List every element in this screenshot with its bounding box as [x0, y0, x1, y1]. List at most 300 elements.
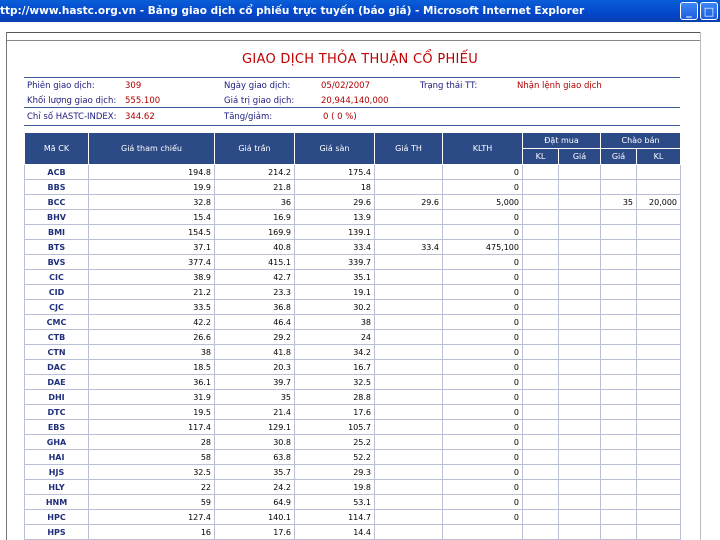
ceiling-price-cell: 63.8: [215, 450, 295, 465]
table-row: [25, 420, 681, 435]
sell-volume-cell: [637, 210, 681, 225]
ref-price-cell: 32.5: [89, 465, 215, 480]
stock-code-cell[interactable]: HPC: [25, 510, 89, 525]
buy-price-cell: [559, 510, 601, 525]
date-label: Ngày giao dịch:: [224, 81, 291, 91]
ref-price-cell: 22: [89, 480, 215, 495]
stock-code-cell[interactable]: BVS: [25, 255, 89, 270]
sell-volume-cell: [637, 270, 681, 285]
sell-price-cell: [601, 270, 637, 285]
ref-price-cell: 31.9: [89, 390, 215, 405]
sell-volume-cell: [637, 360, 681, 375]
buy-volume-cell: [523, 180, 559, 195]
ref-price-cell: 42.2: [89, 315, 215, 330]
sell-price-cell: [601, 450, 637, 465]
matched-volume-cell: 0: [443, 180, 523, 195]
col-buy-kl[interactable]: KL: [523, 149, 559, 165]
stock-code-cell[interactable]: BMI: [25, 225, 89, 240]
info-divider-top: [24, 77, 680, 78]
ceiling-price-cell: 17.6: [215, 525, 295, 540]
col-sell-gia[interactable]: Giá: [601, 149, 637, 165]
maximize-icon[interactable]: □: [700, 2, 718, 20]
matched-price-cell: [375, 300, 443, 315]
matched-price-cell: [375, 420, 443, 435]
ceiling-price-cell: 46.4: [215, 315, 295, 330]
matched-volume-cell: 0: [443, 285, 523, 300]
matched-volume-cell: 0: [443, 495, 523, 510]
stock-code-cell[interactable]: GHA: [25, 435, 89, 450]
matched-volume-cell: 475,100: [443, 240, 523, 255]
floor-price-cell: 16.7: [295, 360, 375, 375]
floor-price-cell: 114.7: [295, 510, 375, 525]
table-row: [25, 225, 681, 240]
stock-code-cell[interactable]: BCC: [25, 195, 89, 210]
buy-volume-cell: [523, 165, 559, 180]
matched-price-cell: [375, 345, 443, 360]
stock-code-cell[interactable]: DAE: [25, 375, 89, 390]
sell-price-cell: [601, 225, 637, 240]
stock-code-cell[interactable]: DAC: [25, 360, 89, 375]
ref-price-cell: 59: [89, 495, 215, 510]
buy-volume-cell: [523, 390, 559, 405]
ref-price-cell: 21.2: [89, 285, 215, 300]
sell-price-cell: [601, 315, 637, 330]
ceiling-price-cell: 36.8: [215, 300, 295, 315]
stock-code-cell[interactable]: EBS: [25, 420, 89, 435]
stock-code-cell[interactable]: HPS: [25, 525, 89, 540]
sell-price-cell: [601, 180, 637, 195]
ceiling-price-cell: 23.3: [215, 285, 295, 300]
floor-price-cell: 35.1: [295, 270, 375, 285]
floor-price-cell: 38: [295, 315, 375, 330]
floor-price-cell: 28.8: [295, 390, 375, 405]
stock-code-cell[interactable]: DHI: [25, 390, 89, 405]
table-row: [25, 510, 681, 525]
buy-volume-cell: [523, 255, 559, 270]
buy-volume-cell: [523, 525, 559, 540]
buy-price-cell: [559, 165, 601, 180]
table-row: [25, 285, 681, 300]
buy-price-cell: [559, 435, 601, 450]
ref-price-cell: 194.8: [89, 165, 215, 180]
buy-price-cell: [559, 420, 601, 435]
col-buy-gia[interactable]: Giá: [559, 149, 601, 165]
stock-code-cell[interactable]: CTN: [25, 345, 89, 360]
buy-volume-cell: [523, 510, 559, 525]
matched-price-cell: [375, 465, 443, 480]
buy-price-cell: [559, 390, 601, 405]
floor-price-cell: 25.2: [295, 435, 375, 450]
stock-code-cell[interactable]: CID: [25, 285, 89, 300]
sell-price-cell: [601, 435, 637, 450]
matched-price-cell: [375, 480, 443, 495]
ref-price-cell: 28: [89, 435, 215, 450]
floor-price-cell: 30.2: [295, 300, 375, 315]
ceiling-price-cell: 129.1: [215, 420, 295, 435]
sell-price-cell: [601, 165, 637, 180]
change-label: Tăng/giảm:: [224, 112, 273, 122]
matched-volume-cell: 0: [443, 345, 523, 360]
ref-price-cell: 154.5: [89, 225, 215, 240]
session-value: 309: [125, 81, 142, 91]
ref-price-cell: 58: [89, 450, 215, 465]
sell-price-cell: [601, 480, 637, 495]
table-row: [25, 375, 681, 390]
buy-volume-cell: [523, 300, 559, 315]
sell-price-cell: [601, 360, 637, 375]
change-info: [224, 112, 357, 122]
buy-price-cell: [559, 405, 601, 420]
matched-volume-cell: 0: [443, 225, 523, 240]
buy-volume-cell: [523, 315, 559, 330]
ref-price-cell: 377.4: [89, 255, 215, 270]
matched-price-cell: [375, 165, 443, 180]
floor-price-cell: 139.1: [295, 225, 375, 240]
matched-volume-cell: 0: [443, 300, 523, 315]
floor-price-cell: 19.8: [295, 480, 375, 495]
frame-border-top: [6, 32, 700, 33]
matched-price-cell: [375, 255, 443, 270]
buy-volume-cell: [523, 225, 559, 240]
buy-price-cell: [559, 315, 601, 330]
col-buy[interactable]: Đặt mua: [523, 133, 601, 149]
ref-price-cell: 36.1: [89, 375, 215, 390]
ceiling-price-cell: 64.9: [215, 495, 295, 510]
matched-volume-cell: [443, 525, 523, 540]
ref-price-cell: 15.4: [89, 210, 215, 225]
matched-price-cell: [375, 495, 443, 510]
sell-volume-cell: [637, 480, 681, 495]
value-label: Giá trị giao dịch:: [224, 96, 295, 106]
session-info: [27, 81, 142, 91]
sell-price-cell: [601, 495, 637, 510]
matched-volume-cell: 0: [443, 510, 523, 525]
floor-price-cell: 29.6: [295, 195, 375, 210]
matched-price-cell: [375, 315, 443, 330]
floor-price-cell: 175.4: [295, 165, 375, 180]
ref-price-cell: 38: [89, 345, 215, 360]
buy-volume-cell: [523, 435, 559, 450]
sell-price-cell: [601, 255, 637, 270]
col-sell[interactable]: Chào bán: [601, 133, 681, 149]
ceiling-price-cell: 41.8: [215, 345, 295, 360]
table-row: [25, 195, 681, 210]
buy-volume-cell: [523, 240, 559, 255]
info-divider-mid: [24, 107, 680, 108]
stock-code-cell[interactable]: ACB: [25, 165, 89, 180]
floor-price-cell: 34.2: [295, 345, 375, 360]
col-floor[interactable]: Giá sàn: [295, 133, 375, 165]
buy-price-cell: [559, 300, 601, 315]
status-info: [420, 81, 602, 91]
table-body: [25, 165, 681, 540]
sell-volume-cell: [637, 315, 681, 330]
volume-value: 555.100: [125, 96, 161, 106]
info-divider-bottom: [24, 125, 680, 126]
index-value: 344.62: [125, 112, 155, 122]
matched-price-cell: 29.6: [375, 195, 443, 210]
table-row: [25, 390, 681, 405]
trade-table: [24, 132, 681, 540]
stock-code-cell[interactable]: HAI: [25, 450, 89, 465]
sell-volume-cell: [637, 375, 681, 390]
status-value: Nhận lệnh giao dịch: [517, 81, 602, 91]
status-label: Trạng thái TT:: [420, 81, 478, 91]
sell-volume-cell: [637, 330, 681, 345]
table-row: [25, 435, 681, 450]
buy-price-cell: [559, 240, 601, 255]
ceiling-price-cell: 20.3: [215, 360, 295, 375]
matched-price-cell: [375, 330, 443, 345]
sell-volume-cell: [637, 420, 681, 435]
matched-price-cell: [375, 360, 443, 375]
matched-price-cell: [375, 210, 443, 225]
sell-volume-cell: [637, 525, 681, 540]
ceiling-price-cell: 35.7: [215, 465, 295, 480]
stock-code-cell[interactable]: HNM: [25, 495, 89, 510]
matched-price-cell: [375, 180, 443, 195]
buy-price-cell: [559, 375, 601, 390]
sell-volume-cell: [637, 345, 681, 360]
col-ceil[interactable]: Giá trần: [215, 133, 295, 165]
stock-code-cell[interactable]: BBS: [25, 180, 89, 195]
stock-code-cell[interactable]: CMC: [25, 315, 89, 330]
ceiling-price-cell: 36: [215, 195, 295, 210]
floor-price-cell: 32.5: [295, 375, 375, 390]
sell-volume-cell: [637, 285, 681, 300]
change-value: 0 ( 0 %): [323, 112, 357, 122]
ref-price-cell: 117.4: [89, 420, 215, 435]
stock-code-cell[interactable]: DTC: [25, 405, 89, 420]
matched-volume-cell: 0: [443, 255, 523, 270]
ceiling-price-cell: 415.1: [215, 255, 295, 270]
buy-price-cell: [559, 525, 601, 540]
sell-volume-cell: [637, 435, 681, 450]
sell-volume-cell: [637, 405, 681, 420]
buy-volume-cell: [523, 345, 559, 360]
matched-price-cell: [375, 510, 443, 525]
matched-price-cell: [375, 450, 443, 465]
matched-price-cell: [375, 390, 443, 405]
frame-border-left: [6, 32, 7, 540]
table-row: [25, 165, 681, 180]
sell-volume-cell: [637, 240, 681, 255]
sell-volume-cell: [637, 255, 681, 270]
col-ref[interactable]: Giá tham chiếu: [89, 133, 215, 165]
floor-price-cell: 24: [295, 330, 375, 345]
table-row: [25, 495, 681, 510]
ref-price-cell: 33.5: [89, 300, 215, 315]
sell-volume-cell: [637, 450, 681, 465]
buy-price-cell: [559, 450, 601, 465]
date-value: 05/02/2007: [321, 81, 370, 91]
sell-volume-cell: [637, 390, 681, 405]
matched-volume-cell: 5,000: [443, 195, 523, 210]
table-row: [25, 300, 681, 315]
header-row-1: [25, 133, 681, 149]
matched-price-cell: [375, 435, 443, 450]
ceiling-price-cell: 29.2: [215, 330, 295, 345]
buy-price-cell: [559, 210, 601, 225]
sell-price-cell: [601, 465, 637, 480]
matched-price-cell: 33.4: [375, 240, 443, 255]
table-row: [25, 525, 681, 540]
buy-price-cell: [559, 345, 601, 360]
buy-volume-cell: [523, 465, 559, 480]
ceiling-price-cell: 140.1: [215, 510, 295, 525]
col-sell-kl[interactable]: KL: [637, 149, 681, 165]
table-row: [25, 240, 681, 255]
sell-price-cell: [601, 345, 637, 360]
stock-code-cell[interactable]: HJS: [25, 465, 89, 480]
window-title: ttp://www.hastc.org.vn - Bảng giao dịch cổ phiếu trực tuyến (báo giá) - Microsoft Internet Explorer: [0, 5, 585, 17]
ceiling-price-cell: 214.2: [215, 165, 295, 180]
floor-price-cell: 18: [295, 180, 375, 195]
ref-price-cell: 16: [89, 525, 215, 540]
buy-price-cell: [559, 480, 601, 495]
sell-price-cell: [601, 300, 637, 315]
buy-volume-cell: [523, 450, 559, 465]
sell-volume-cell: [637, 465, 681, 480]
date-info: [224, 81, 370, 91]
ref-price-cell: 38.9: [89, 270, 215, 285]
floor-price-cell: 14.4: [295, 525, 375, 540]
buy-price-cell: [559, 180, 601, 195]
sell-price-cell: [601, 240, 637, 255]
volume-info: [27, 96, 161, 106]
buy-volume-cell: [523, 480, 559, 495]
ceiling-price-cell: 21.4: [215, 405, 295, 420]
stock-code-cell[interactable]: BHV: [25, 210, 89, 225]
stock-code-cell[interactable]: CTB: [25, 330, 89, 345]
buy-volume-cell: [523, 270, 559, 285]
sell-price-cell: [601, 405, 637, 420]
matched-volume-cell: 0: [443, 375, 523, 390]
floor-price-cell: 19.1: [295, 285, 375, 300]
stock-code-cell[interactable]: BTS: [25, 240, 89, 255]
index-label: Chỉ số HASTC-INDEX:: [27, 112, 117, 122]
matched-volume-cell: 0: [443, 480, 523, 495]
buy-price-cell: [559, 225, 601, 240]
buy-price-cell: [559, 330, 601, 345]
buy-volume-cell: [523, 330, 559, 345]
matched-volume-cell: 0: [443, 270, 523, 285]
ref-price-cell: 127.4: [89, 510, 215, 525]
table-row: [25, 360, 681, 375]
buy-volume-cell: [523, 495, 559, 510]
ceiling-price-cell: 21.8: [215, 180, 295, 195]
sell-price-cell: [601, 285, 637, 300]
floor-price-cell: 339.7: [295, 255, 375, 270]
matched-volume-cell: 0: [443, 390, 523, 405]
sell-volume-cell: [637, 300, 681, 315]
buy-volume-cell: [523, 285, 559, 300]
sell-volume-cell: [637, 510, 681, 525]
ref-price-cell: 18.5: [89, 360, 215, 375]
buy-price-cell: [559, 285, 601, 300]
value-info: [224, 96, 389, 106]
ref-price-cell: 19.5: [89, 405, 215, 420]
window-titlebar: [0, 0, 720, 22]
floor-price-cell: 52.2: [295, 450, 375, 465]
table-row: [25, 405, 681, 420]
col-code[interactable]: Mã CK: [25, 133, 89, 165]
matched-volume-cell: 0: [443, 165, 523, 180]
buy-volume-cell: [523, 420, 559, 435]
ceiling-price-cell: 169.9: [215, 225, 295, 240]
ceiling-price-cell: 24.2: [215, 480, 295, 495]
sell-volume-cell: [637, 225, 681, 240]
buy-price-cell: [559, 195, 601, 210]
sell-price-cell: [601, 330, 637, 345]
buy-volume-cell: [523, 405, 559, 420]
floor-price-cell: 105.7: [295, 420, 375, 435]
value-value: 20,944,140,000: [321, 96, 389, 106]
buy-volume-cell: [523, 210, 559, 225]
ceiling-price-cell: 42.7: [215, 270, 295, 285]
ceiling-price-cell: 39.7: [215, 375, 295, 390]
ref-price-cell: 37.1: [89, 240, 215, 255]
ref-price-cell: 32.8: [89, 195, 215, 210]
minimize-icon[interactable]: _: [680, 2, 698, 20]
sell-volume-cell: 20,000: [637, 195, 681, 210]
matched-price-cell: [375, 270, 443, 285]
matched-volume-cell: 0: [443, 420, 523, 435]
sell-price-cell: [601, 390, 637, 405]
buy-volume-cell: [523, 360, 559, 375]
floor-price-cell: 33.4: [295, 240, 375, 255]
matched-volume-cell: 0: [443, 210, 523, 225]
stock-code-cell[interactable]: CIC: [25, 270, 89, 285]
matched-volume-cell: 0: [443, 330, 523, 345]
table-row: [25, 210, 681, 225]
table-row: [25, 315, 681, 330]
ceiling-price-cell: 16.9: [215, 210, 295, 225]
sell-volume-cell: [637, 165, 681, 180]
table-row: [25, 180, 681, 195]
buy-volume-cell: [523, 375, 559, 390]
floor-price-cell: 17.6: [295, 405, 375, 420]
buy-price-cell: [559, 360, 601, 375]
col-price-th[interactable]: Giá TH: [375, 133, 443, 165]
stock-code-cell[interactable]: HLY: [25, 480, 89, 495]
table-row: [25, 270, 681, 285]
matched-volume-cell: 0: [443, 405, 523, 420]
table-row: [25, 330, 681, 345]
sell-price-cell: [601, 525, 637, 540]
matched-price-cell: [375, 225, 443, 240]
matched-volume-cell: 0: [443, 450, 523, 465]
col-vol-th[interactable]: KLTH: [443, 133, 523, 165]
stock-code-cell[interactable]: CJC: [25, 300, 89, 315]
matched-volume-cell: 0: [443, 315, 523, 330]
buy-volume-cell: [523, 195, 559, 210]
floor-price-cell: 29.3: [295, 465, 375, 480]
ref-price-cell: 26.6: [89, 330, 215, 345]
frame-border-inner: [6, 40, 700, 41]
matched-price-cell: [375, 525, 443, 540]
sell-price-cell: 35: [601, 195, 637, 210]
buy-price-cell: [559, 255, 601, 270]
ceiling-price-cell: 30.8: [215, 435, 295, 450]
ceiling-price-cell: 40.8: [215, 240, 295, 255]
table-row: [25, 480, 681, 495]
ref-price-cell: 19.9: [89, 180, 215, 195]
buy-price-cell: [559, 465, 601, 480]
volume-label: Khối lượng giao dịch:: [27, 96, 117, 106]
matched-volume-cell: 0: [443, 465, 523, 480]
ceiling-price-cell: 35: [215, 390, 295, 405]
